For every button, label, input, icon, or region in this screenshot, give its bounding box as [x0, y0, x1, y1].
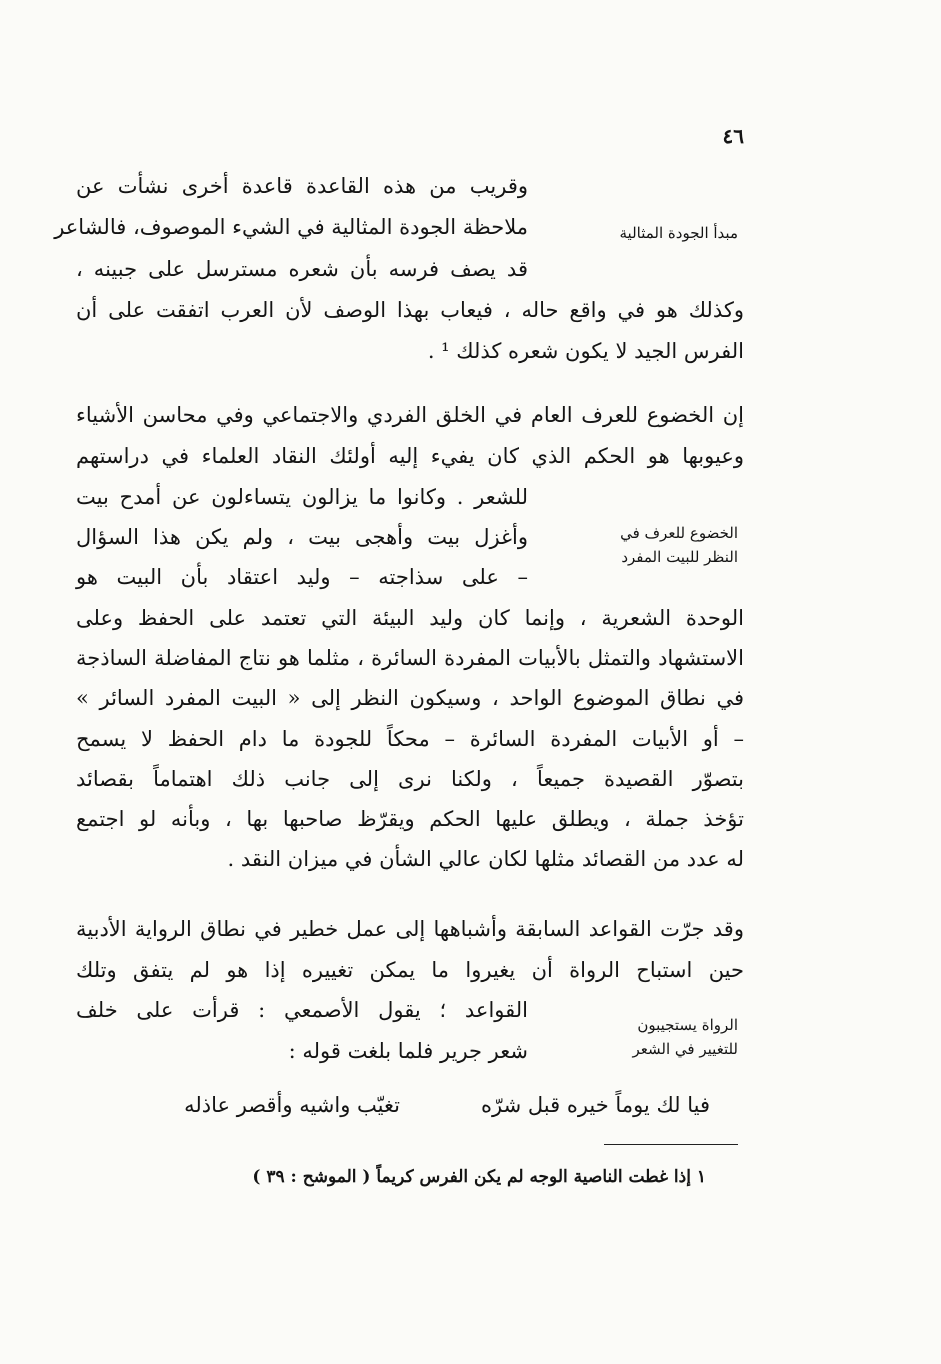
paragraph-3-line-4: شعر جرير فلما بلغت قوله : [288, 1039, 528, 1063]
paragraph-1-line-2: ملاحظة الجودة المثالية في الشيء الموصوف، فالشاعر [54, 215, 528, 239]
paragraph-2-line-9: – أو الأبيات المفردة السائرة – محكاً للجودة ما دام الحفظ لا يسمح [76, 727, 744, 751]
paragraph-2-line-6: الوحدة الشعرية ، وإنما كان وليد البيئة التي تعتمد على الحفظ وعلى [76, 606, 744, 630]
paragraph-2-line-7: الاستشهاد والتمثل بالأبيات المفردة السائرة ، مثلما هو نتاج المفاضلة الساذجة [76, 646, 744, 670]
margin-note-narrators-line-2: للتغيير في الشعر [632, 1040, 738, 1058]
paragraph-1-line-3: قد يصف فرسه بأن شعره مسترسل على جبينه ، [76, 257, 528, 281]
footnote-rule [604, 1144, 738, 1145]
verse-first-hemistich: فيا لك يوماً خيره قبل شرّه [481, 1093, 710, 1117]
paragraph-3-line-3: القواعد ؛ يقول الأصمعي : قرأت على خلف [76, 998, 528, 1022]
paragraph-2-line-12: له عدد من القصائد مثلها لكان عالي الشأن في ميزان النقد . [227, 847, 744, 871]
verse-second-hemistich: تغيّب واشيه وأقصر عاذله [184, 1093, 400, 1117]
page-number: ٤٦ [722, 124, 744, 148]
paragraph-2-line-3: للشعر . وكانوا ما يزالون يتساءلون عن أمدح بيت [76, 485, 528, 509]
paragraph-2-line-1: إن الخضوع للعرف العام في الخلق الفردي والاجتماعي وفي محاسن الأشياء [76, 403, 744, 427]
margin-note-custom-line-2: النظر للبيت المفرد [621, 548, 738, 566]
paragraph-2-line-11: تؤخذ جملة ، ويطلق عليها الحكم ويقرّظ صاحبها بها ، وبأنه لو اجتمع [76, 807, 744, 831]
paragraph-1-line-5: الفرس الجيد لا يكون شعره كذلك ¹ . [427, 339, 744, 363]
margin-note-narrators-line-1: الرواة يستجيبون [637, 1016, 738, 1034]
paragraph-2-line-5: – على سذاجته – وليد اعتقاد بأن البيت هو [76, 565, 528, 589]
paragraph-2-line-8: في نطاق الموضوع الواحد ، وسيكون النظر إلى « البيت المفرد السائر » [76, 686, 744, 710]
paragraph-3-line-2: حين استباح الرواة أن يغيروا ما يمكن تغييره إذا هو لم يتفق وتلك [76, 958, 744, 982]
paragraph-2-line-10: بتصوّر القصيدة جميعاً ، ولكنا نرى إلى جانب ذلك اهتماماً بقصائد [76, 767, 744, 791]
paragraph-3-line-1: وقد جرّت القواعد السابقة وأشباهها إلى عمل خطير في نطاق الرواية الأدبية [76, 917, 744, 941]
paragraph-1-line-4: وكذلك هو في واقع حاله ، فيعاب بهذا الوصف لأن العرب اتفقت على أن [76, 298, 744, 322]
paragraph-2-line-4: وأغزل بيت وأهجى بيت ، ولم يكن هذا السؤال [76, 525, 528, 549]
paragraph-2-line-2: وعيوبها هو الحكم الذي كان يفيء إليه أولئك النقاد العلماء في دراستهم [76, 444, 744, 468]
margin-note-custom-line-1: الخضوع للعرف في [620, 524, 738, 542]
paragraph-1-line-1: وقريب من هذه القاعدة قاعدة أخرى نشأت عن [76, 174, 528, 198]
margin-note-ideal-quality: مبدأ الجودة المثالية [619, 224, 738, 242]
footnote: ١ إذا غطت الناصية الوجه لم يكن الفرس كريماً ( الموشح : ٣٩ ) [252, 1167, 706, 1187]
